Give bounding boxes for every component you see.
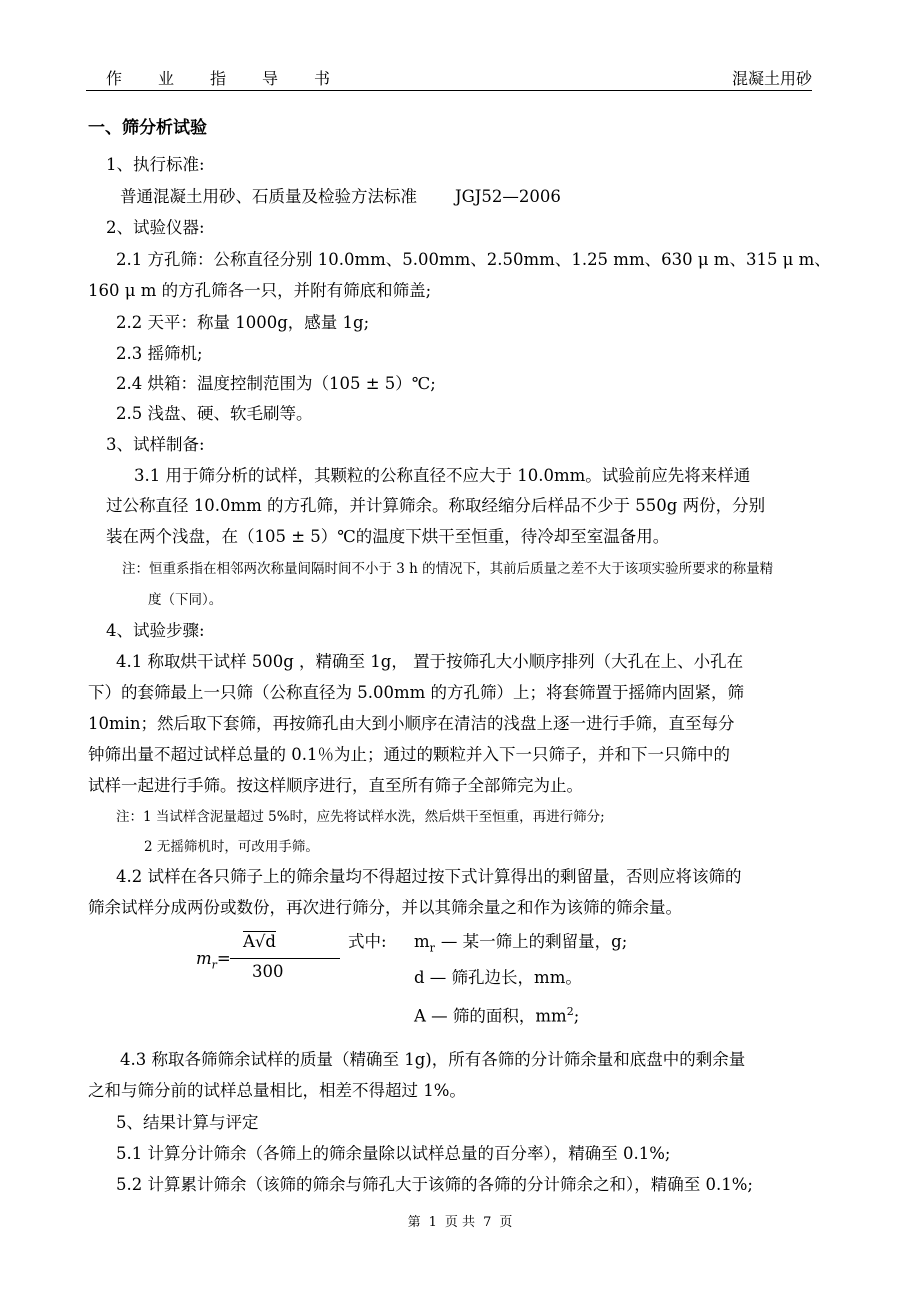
s5-line-1: 5.1 计算分计筛余（各筛上的筛余量除以试样总量的百分率），精确至 0.1%; xyxy=(116,1144,671,1163)
s5-title: 5、结果计算与评定 xyxy=(116,1113,259,1132)
footer-post: 页 xyxy=(499,1215,513,1230)
s4-b-line-2: 筛余试样分成两份或数份，再次进行筛分，并以其筛余量之和作为该筛的筛余量。 xyxy=(88,898,682,917)
page-footer xyxy=(0,1211,920,1230)
header-char: 作 xyxy=(106,69,123,88)
s3-para-2: 过公称直径 10.0mm 的方孔筛，并计算筛余。称取经缩分后样品不少于 550g 两份，分别 xyxy=(106,496,766,515)
formula-denominator: 300 xyxy=(252,962,284,981)
s3-para-1: 3.1 用于筛分析的试样，其颗粒的公称直径不应大于 10.0mm。试验前应先将来样通 xyxy=(134,466,751,485)
s2-line-5: 2.5 浅盘、硬、软毛刷等。 xyxy=(116,404,313,423)
formula-where: 式中: xyxy=(348,932,387,951)
formula-lhs-sub: r xyxy=(211,958,217,972)
s3-note-1: 注：恒重系指在相邻两次称量间隔时间不小于 3 h 的情况下，其前后质量之差不大于该项实验所要求的称量精 xyxy=(122,561,774,577)
formula-num-text: A√d xyxy=(243,932,276,951)
s5-line-2: 5.2 计算累计筛余（该筛的筛余与筛孔大于该筛的各筛的分计筛余之和），精确至 0.1%; xyxy=(116,1175,753,1194)
formula-numerator xyxy=(243,932,276,952)
s4-note-2: 2 无摇筛机时，可改用手筛。 xyxy=(144,839,319,855)
s4-a-line-3: 10min；然后取下套筛，再按筛孔由大到小顺序在清洁的浅盘上逐一进行手筛，直至每分 xyxy=(88,714,735,733)
header-char: 业 xyxy=(158,69,175,88)
footer-pre: 第 xyxy=(407,1215,421,1230)
s3-note-2: 度（下同）。 xyxy=(148,592,223,608)
s4-a-line-1: 4.1 称取烘干试样 500g ，精确至 1g， 置于按筛孔大小顺序排列（大孔在上、小孔在 xyxy=(116,652,744,671)
s1-title: 1、执行标准: xyxy=(106,155,205,174)
header-char: 指 xyxy=(210,69,227,88)
s4-note-1: 注：1 当试样含泥量超过 5%时，应先将试样水洗，然后烘干至恒重，再进行筛分; xyxy=(116,809,605,825)
s4-c-line-2: 之和与筛分前的试样总量相比，相差不得超过 1%。 xyxy=(88,1081,466,1100)
def-1-symbol: m xyxy=(414,932,430,951)
s3-para-3: 装在两个浅盘，在（105 ± 5）℃的温度下烘干至恒重，待冷却至室温备用。 xyxy=(106,527,670,546)
def-3-text: A — 筛的面积，mm xyxy=(414,1006,567,1026)
footer-mid: 页 共 xyxy=(444,1215,476,1230)
s2-line-1b: 160 μ m 的方孔筛各一只，并附有筛底和筛盖; xyxy=(88,281,432,300)
def-1-text: — 某一筛上的剩留量，g; xyxy=(440,932,628,951)
standard-name: 普通混凝土用砂、石质量及检验方法标准 xyxy=(120,187,417,206)
formula-eq: = xyxy=(216,949,231,968)
s4-b-line-1: 4.2 试样在各只筛子上的筛余量均不得超过按下式计算得出的剩留量，否则应将该筛的 xyxy=(116,867,742,886)
s2-line-3: 2.3 摇筛机; xyxy=(116,344,203,363)
s4-title: 4、试验步骤: xyxy=(106,621,205,640)
formula-def-2: d — 筛孔边长，mm。 xyxy=(414,968,582,987)
header-subject: 混凝土用砂 xyxy=(731,69,812,88)
s2-line-2: 2.2 天平：称量 1000g，感量 1g; xyxy=(116,313,370,332)
s2-title: 2、试验仪器: xyxy=(106,218,205,237)
s4-a-line-5: 试样一起进行手筛。按这样顺序进行，直至所有筛子全部筛完为止。 xyxy=(88,776,583,795)
def-3-end: ; xyxy=(573,1006,580,1026)
formula-lhs-symbol: m xyxy=(196,949,212,968)
s1-standard xyxy=(120,187,561,207)
s2-line-1: 2.1 方孔筛：公称直径分别 10.0mm、5.00mm、2.50mm、1.25 mm、630 μ m、315 μ m、 xyxy=(116,250,831,269)
s4-c-line-1: 4.3 称取各筛筛余试样的质量（精确至 1g)，所有各筛的分计筛余量和底盘中的剩余量 xyxy=(120,1050,746,1069)
formula-def-3 xyxy=(414,1002,579,1027)
header-char: 书 xyxy=(314,69,331,88)
header-title xyxy=(106,66,366,89)
s4-a-line-4: 钟筛出量不超过试样总量的 0.1％为止；通过的颗粒并入下一只筛子，并和下一只筛中的 xyxy=(88,745,730,764)
footer-total-pages: 7 xyxy=(483,1215,492,1230)
section-title: 一、筛分析试验 xyxy=(88,118,207,138)
formula-def-1 xyxy=(414,932,627,958)
formula-lhs xyxy=(196,949,231,975)
s2-line-4: 2.4 烘箱：温度控制范围为（105 ± 5）℃; xyxy=(116,374,436,393)
header-char: 导 xyxy=(262,69,279,88)
fraction-bar xyxy=(230,958,340,959)
s4-a-line-2: 下）的套筛最上一只筛（公称直径为 5.00mm 的方孔筛）上；将套筛置于摇筛内固紧，筛 xyxy=(88,683,745,702)
footer-page-number: 1 xyxy=(428,1215,437,1230)
def-3-sup: 2 xyxy=(566,1005,574,1018)
standard-code: JGJ52—2006 xyxy=(455,187,561,206)
def-1-sub: r xyxy=(429,941,435,955)
s3-title: 3、试样制备: xyxy=(106,435,205,454)
header-rule xyxy=(86,90,812,91)
